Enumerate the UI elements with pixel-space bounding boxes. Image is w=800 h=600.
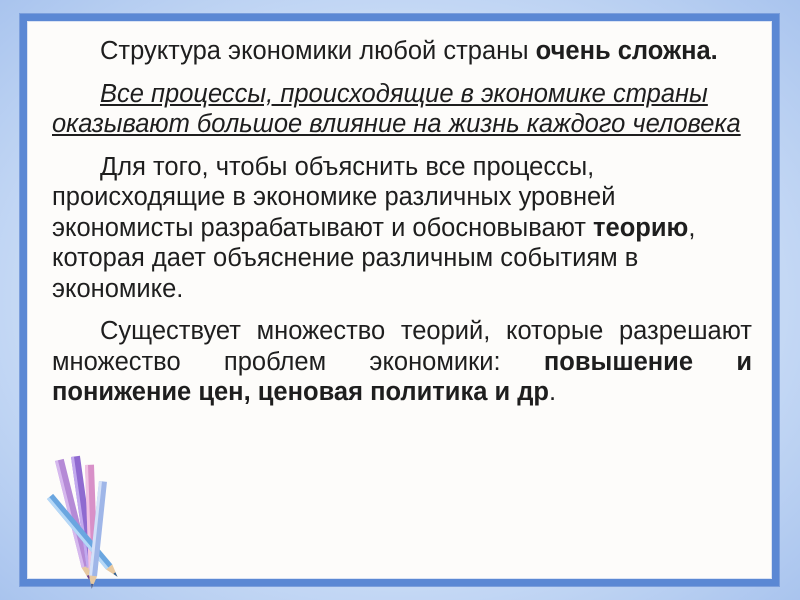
bold-term: теорию [593, 213, 689, 242]
paragraph-1: Структура экономики любой страны очень сложна. [100, 37, 718, 65]
paragraph-2: Все процессы, происходящие в экономике страны оказывают большое влияние на жизнь каждого человека [52, 79, 741, 138]
paragraph-3: Для того, чтобы объяснить все процессы, происходящие в экономике различных уровней экономисты разрабатывают и обосновывают теорию, которая дает объяснение различным событиям в экономике. [52, 152, 696, 303]
bold-phrase: очень сложна. [535, 37, 718, 65]
slide-frame [20, 14, 779, 586]
bold-phrase: повышение и понижение цен, ценовая политика и др [52, 347, 753, 406]
colored-pencils-icon [33, 451, 143, 591]
slide-text [52, 36, 752, 420]
paragraph-4: Существует множество теорий, которые разрешают множество проблем экономики: повышение и понижение цен, ценовая политика и др. [52, 317, 753, 406]
